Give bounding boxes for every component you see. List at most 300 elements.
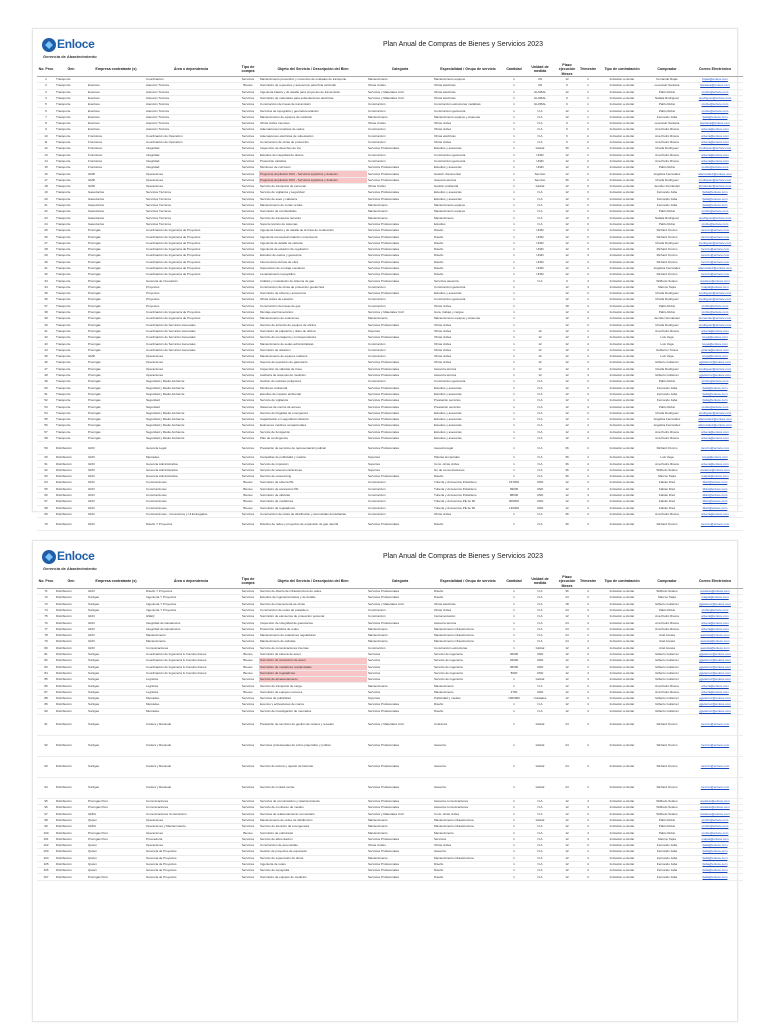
cell-gen: Distribución <box>55 664 87 670</box>
cell-proc: 104 <box>37 855 55 861</box>
cell-categoria: Servicios Profesionales <box>367 777 433 798</box>
cell-correo[interactable]: arivera@enloce.com <box>687 152 743 158</box>
cell-correo[interactable]: ggutierrez@enloce.com <box>687 651 743 657</box>
column-header: Objeto del Servicio / Descripción del Bien <box>259 63 367 76</box>
cell-categoria: Servicios Profesionales <box>367 146 433 152</box>
cell-correo[interactable]: arivera@enloce.com <box>687 133 743 139</box>
cell-correo[interactable]: crodriguez@enloce.com <box>687 146 743 152</box>
cell-plazo: 12 <box>555 291 579 297</box>
cell-correo[interactable]: arivera@enloce.com <box>687 511 743 517</box>
cell-correo[interactable]: fjaba@enloce.com <box>687 114 743 120</box>
cell-area: Proyectos <box>145 284 237 290</box>
cell-correo[interactable]: fjaba@enloce.com <box>687 385 743 391</box>
cell-correo[interactable]: crodriguez@enloce.com <box>687 410 743 416</box>
cell-categoria: Construcción <box>367 303 433 309</box>
cell-categoria: Construcción <box>367 614 433 620</box>
cell-correo[interactable]: mtapia@enloce.com <box>687 836 743 842</box>
cell-correo[interactable]: prubio@enloce.com <box>687 309 743 315</box>
cell-cantidad: 1 <box>503 874 525 880</box>
cell-comprador: Pablo Rubio <box>647 209 687 215</box>
cell-correo[interactable]: lsantana@enloce.com <box>687 83 743 89</box>
cell-especialidad: Mantenimiento equipos <box>433 202 503 208</box>
cell-trimestre: 1 <box>579 108 597 114</box>
cell-especialidad: Cobranza <box>433 714 503 735</box>
column-header: Correo Electrónico <box>687 575 743 588</box>
cell-contratacion: Invitación a ofertar <box>597 152 647 158</box>
cell-correo[interactable]: nrodriguez@enloce.com <box>687 215 743 221</box>
cell-correo[interactable]: crodriguez@enloce.com <box>687 322 743 328</box>
cell-correo[interactable]: mtapia@enloce.com <box>687 284 743 290</box>
cell-correo[interactable]: ggutierrez@enloce.com <box>687 372 743 378</box>
cell-empresa: Promigas <box>87 316 145 322</box>
cell-categoria: Servicios Profesionales <box>367 398 433 404</box>
cell-comprador: Fernando Jaba <box>647 849 687 855</box>
cell-correo[interactable]: mtapia@enloce.com <box>687 474 743 480</box>
cell-correo[interactable]: rorozco@enloce.com <box>687 253 743 259</box>
cell-plazo: 12 <box>555 183 579 189</box>
cell-trimestre: 4 <box>579 511 597 517</box>
cell-empresa: Promigas <box>87 404 145 410</box>
cell-correo[interactable]: crodriguez@enloce.com <box>687 240 743 246</box>
cell-plazo: 12 <box>555 874 579 880</box>
cell-correo[interactable]: prubio@enloce.com <box>687 303 743 309</box>
cell-contratacion: Invitación a ofertar <box>597 442 647 455</box>
cell-correo[interactable]: prubio@enloce.com <box>687 108 743 114</box>
cell-correo[interactable]: prubio@enloce.com <box>687 379 743 385</box>
cell-trimestre: 4 <box>579 265 597 271</box>
cell-especialidad: Obras civiles <box>433 341 503 347</box>
cell-unidad: N.A <box>525 108 555 114</box>
cell-unidad: N.A <box>525 702 555 708</box>
cell-contratacion: Invitación a ofertar <box>597 849 647 855</box>
cell-unidad: 12 <box>525 366 555 372</box>
cell-correo[interactable]: prubio@enloce.com <box>687 830 743 836</box>
cell-correo[interactable]: wsolano@enloce.com <box>687 278 743 284</box>
cell-contratacion: Invitación a ofertar <box>597 620 647 626</box>
cell-cantidad: 1 <box>503 196 525 202</box>
cell-especialidad: Obras eléctricas <box>433 83 503 89</box>
cell-correo[interactable]: lvega@enloce.com <box>687 341 743 347</box>
cell-correo[interactable]: wsolano@enloce.com <box>687 798 743 804</box>
cell-cantidad: 1 <box>503 209 525 215</box>
cell-unidad: N.A <box>525 391 555 397</box>
cell-contratacion: Invitación a ofertar <box>597 601 647 607</box>
cell-categoria: Servicios Profesionales <box>367 474 433 480</box>
cell-correo[interactable]: prubio@enloce.com <box>687 221 743 227</box>
cell-correo[interactable]: prubio@enloce.com <box>687 824 743 830</box>
cell-correo[interactable]: wsolano@enloce.com <box>687 805 743 811</box>
cell-area: Coordinación de Servicios Generales <box>145 322 237 328</box>
cell-correo[interactable]: arivera@enloce.com <box>687 139 743 145</box>
cell-especialidad: Obras eléctricas <box>433 133 503 139</box>
cell-comprador: Luis Vega <box>647 335 687 341</box>
cell-especialidad: Servicio de ingeniería <box>433 651 503 657</box>
cell-unidad: UND <box>525 670 555 676</box>
cell-especialidad: Diseño <box>433 518 503 531</box>
cell-cantidad: 2700 <box>503 689 525 695</box>
cell-correo[interactable]: arivera@enloce.com <box>687 429 743 435</box>
cell-correo[interactable]: rorozco@enloce.com <box>687 246 743 252</box>
cell-area: Coordinación de Ingeniería de Proyectos <box>145 309 237 315</box>
cell-cantidad: 1 <box>503 76 525 82</box>
table-row <box>37 756 743 777</box>
cell-correo[interactable]: fjaba@enloce.com <box>687 196 743 202</box>
column-header: Comprador <box>647 63 687 76</box>
cell-correo[interactable]: arivera@enloce.com <box>687 626 743 632</box>
cell-contratacion: Invitación a ofertar <box>597 158 647 164</box>
cell-correo[interactable]: prubio@enloce.com <box>687 817 743 823</box>
cell-comprador: Luis Vega <box>647 341 687 347</box>
cell-correo[interactable]: fjaba@enloce.com <box>687 398 743 404</box>
cell-especialidad: Estudios y asesorías <box>433 410 503 416</box>
cell-correo[interactable]: arivera@enloce.com <box>687 689 743 695</box>
cell-correo[interactable]: wsolano@enloce.com <box>687 467 743 473</box>
cell-unidad: 12 <box>525 341 555 347</box>
cell-empresa: Surtigas <box>87 670 145 676</box>
cell-empresa: Promigas <box>87 234 145 240</box>
cell-cantidad: 1 <box>503 842 525 848</box>
cell-correo[interactable]: wsolano@enloce.com <box>687 811 743 817</box>
cell-correo[interactable]: mtapia@enloce.com <box>687 595 743 601</box>
cell-correo[interactable]: fjaba@enloce.com <box>687 849 743 855</box>
cell-correo[interactable]: fdiaz@enloce.com <box>687 492 743 498</box>
cell-plazo: 12 <box>555 76 579 82</box>
cell-correo[interactable]: arivera@enloce.com <box>687 435 743 441</box>
cell-tipo: Servicios <box>237 335 259 341</box>
cell-plazo: 6 <box>555 83 579 89</box>
cell-correo[interactable]: crodriguez@enloce.com <box>687 291 743 297</box>
document-title: Plan Anual de Compras de Bienes y Servicios 2023 <box>383 41 543 48</box>
cell-correo[interactable]: rorozco@enloce.com <box>687 777 743 798</box>
cell-empresa: GDO <box>87 614 145 620</box>
cell-unidad: N.A <box>525 842 555 848</box>
cell-correo[interactable]: crodriguez@enloce.com <box>687 177 743 183</box>
cell-plazo: 12 <box>555 202 579 208</box>
cell-categoria: Construcción <box>367 486 433 492</box>
cell-correo[interactable]: ggutierrez@enloce.com <box>687 670 743 676</box>
cell-correo[interactable]: fjaba@enloce.com <box>687 855 743 861</box>
cell-proc: 38 <box>37 309 55 315</box>
cell-objeto: Mantenimiento de redes de distribución <box>259 817 367 823</box>
cell-plazo: 12 <box>555 391 579 397</box>
cell-contratacion: Invitación a ofertar <box>597 215 647 221</box>
cell-correo[interactable]: prubio@enloce.com <box>687 404 743 410</box>
cell-area: Operaciones <box>145 354 237 360</box>
cell-plazo: 12 <box>555 366 579 372</box>
cell-empresa: GDO <box>87 645 145 651</box>
cell-correo[interactable]: afernandez@enloce.com <box>687 265 743 271</box>
cell-gen: Transporte <box>55 328 87 334</box>
cell-correo[interactable]: fjaba@enloce.com <box>687 842 743 848</box>
cell-contratacion: Invitación a ofertar <box>597 89 647 95</box>
cell-proc: 56 <box>37 423 55 429</box>
cell-correo[interactable]: arivera@enloce.com <box>687 614 743 620</box>
cell-area: Comunicaciones <box>145 798 237 804</box>
cell-proc: 51 <box>37 391 55 397</box>
cell-correo[interactable]: fjaba@enloce.com <box>687 391 743 397</box>
cell-trimestre: 4 <box>579 658 597 664</box>
cell-especialidad: Obras civiles <box>433 842 503 848</box>
cell-proc: 81 <box>37 651 55 657</box>
cell-cantidad: 1 <box>503 291 525 297</box>
cell-correo[interactable]: prubio@enloce.com <box>687 89 743 95</box>
cell-categoria: Servicios Profesionales <box>367 228 433 234</box>
cell-area: Proyectos <box>145 297 237 303</box>
cell-gen: Transporte <box>55 416 87 422</box>
cell-correo[interactable]: jfernandez@enloce.com <box>687 316 743 322</box>
cell-correo[interactable]: lvega@enloce.com <box>687 335 743 341</box>
cell-trimestre: 2 <box>579 171 597 177</box>
cell-trimestre: 2 <box>579 133 597 139</box>
cell-correo[interactable]: lvega@enloce.com <box>687 354 743 360</box>
cell-area: Servicios Técnicos <box>145 215 237 221</box>
cell-categoria: Servicios Profesionales <box>367 874 433 880</box>
cell-contratacion: Invitación a ofertar <box>597 114 647 120</box>
cell-correo[interactable]: afernandez@enloce.com <box>687 416 743 422</box>
cell-correo[interactable]: ggutierrez@enloce.com <box>687 708 743 714</box>
cell-gen: Distribución <box>55 639 87 645</box>
cell-correo[interactable]: afernandez@enloce.com <box>687 423 743 429</box>
cell-objeto: Soporte de operación de gasoducto <box>259 360 367 366</box>
cell-gen: Transporte <box>55 183 87 189</box>
cell-tipo: Servicios <box>237 868 259 874</box>
cell-correo[interactable]: arivera@enloce.com <box>687 683 743 689</box>
cell-especialidad: Diseño <box>433 253 503 259</box>
cell-categoria: Obras Civiles <box>367 121 433 127</box>
cell-comprador: Pablo Rubio <box>647 221 687 227</box>
cell-tipo: Bienes <box>237 83 259 89</box>
cell-correo[interactable]: arivera@enloce.com <box>687 328 743 334</box>
cell-comprador: Charla Rodríguez <box>647 322 687 328</box>
cell-trimestre: 4 <box>579 328 597 334</box>
cell-gen: Transporte <box>55 89 87 95</box>
cell-objeto: Prestación de servicios de gestión de cartera y recaudo <box>259 714 367 735</box>
cell-correo[interactable]: aacosta@enloce.com <box>687 639 743 645</box>
cell-gen: Distribución <box>55 830 87 836</box>
cell-correo[interactable]: lsantana@enloce.com <box>687 121 743 127</box>
cell-contratacion: Invitación a ofertar <box>597 322 647 328</box>
cell-correo[interactable]: jfernandez@enloce.com <box>687 183 743 189</box>
cell-contratacion: Invitación a ofertar <box>597 817 647 823</box>
cell-correo[interactable]: fdiaz@enloce.com <box>687 480 743 486</box>
cell-correo[interactable]: rorozco@enloce.com <box>687 234 743 240</box>
cell-objeto: Capacitación en seguridad industrial <box>259 416 367 422</box>
cell-plazo: 12 <box>555 830 579 836</box>
cell-plazo: 12 <box>555 689 579 695</box>
cell-contratacion: Invitación a ofertar <box>597 461 647 467</box>
cell-especialidad: Obras civiles <box>433 360 503 366</box>
cell-correo[interactable]: crodriguez@enloce.com <box>687 297 743 303</box>
cell-contratacion: Invitación a ofertar <box>597 474 647 480</box>
cell-unidad: N.A <box>525 595 555 601</box>
cell-empresa: Promigas <box>87 240 145 246</box>
cell-trimestre: 3 <box>579 246 597 252</box>
cell-correo[interactable]: rorozco@enloce.com <box>687 442 743 455</box>
cell-tipo: Servicios <box>237 423 259 429</box>
cell-gen: Distribución <box>55 689 87 695</box>
cell-tipo: Servicios <box>237 855 259 861</box>
cell-empresa: GMD <box>87 183 145 189</box>
cell-correo[interactable]: rorozco@enloce.com <box>687 756 743 777</box>
cell-objeto: Estudios de ingeniería básica y de detalle <box>259 595 367 601</box>
cell-correo[interactable]: arivera@enloce.com <box>687 620 743 626</box>
column-header: Unidad de medida <box>525 575 555 588</box>
cell-correo[interactable]: fjaba@enloce.com <box>687 861 743 867</box>
cell-proc: 79 <box>37 639 55 645</box>
cell-trimestre: 4 <box>579 341 597 347</box>
cell-correo[interactable]: fdiaz@enloce.com <box>687 505 743 511</box>
cell-trimestre: 4 <box>579 499 597 505</box>
column-header: Trimestre <box>579 63 597 76</box>
cell-correo[interactable]: prubio@enloce.com <box>687 607 743 613</box>
column-header: Plazo ejecución Meses <box>555 575 579 588</box>
cell-correo[interactable]: fjaba@enloce.com <box>687 868 743 874</box>
cell-comprador: Richard Orozco <box>647 714 687 735</box>
cell-correo[interactable]: lvega@enloce.com <box>687 455 743 461</box>
cell-correo[interactable]: rorozco@enloce.com <box>687 272 743 278</box>
column-header: Cantidad <box>503 63 525 76</box>
cell-correo[interactable]: ggutierrez@enloce.com <box>687 702 743 708</box>
cell-gen: Transporte <box>55 152 87 158</box>
cell-gen: Transporte <box>55 347 87 353</box>
cell-proc: 75 <box>37 614 55 620</box>
cell-comprador: Ana Pedro Rivera <box>647 620 687 626</box>
cell-objeto: Servicio de diseño de infraestructura de redes <box>259 588 367 594</box>
cell-objeto: Monitoreo ambiental <box>259 385 367 391</box>
cell-objeto: Servicio de alimentación <box>259 836 367 842</box>
cell-categoria: Servicios Profesionales <box>367 240 433 246</box>
cell-correo[interactable]: ggutierrez@enloce.com <box>687 360 743 366</box>
cell-correo[interactable]: rorozco@enloce.com <box>687 735 743 756</box>
cell-plazo: 12 <box>555 658 579 664</box>
cell-gen: Distribución <box>55 455 87 461</box>
cell-empresa: Promigas <box>87 228 145 234</box>
cell-proc: 3 <box>37 89 55 95</box>
cell-categoria: Servicios Profesionales <box>367 595 433 601</box>
cell-categoria: Servicios Profesionales <box>367 196 433 202</box>
cell-especialidad: Asesoría comunicaciones <box>433 798 503 804</box>
cell-correo[interactable]: prubio@enloce.com <box>687 165 743 171</box>
cell-correo[interactable]: ggutierrez@enloce.com <box>687 664 743 670</box>
cell-empresa: Surtigas <box>87 651 145 657</box>
cell-tipo: Servicios <box>237 76 259 82</box>
cell-plazo: 12 <box>555 335 579 341</box>
cell-tipo: Servicios <box>237 366 259 372</box>
cell-unidad: Servicio <box>525 177 555 183</box>
cell-objeto: Mantenimiento de estaciones <box>259 316 367 322</box>
cell-gen: Transporte <box>55 398 87 404</box>
cell-gen: Distribución <box>55 595 87 601</box>
cell-unidad: N.A <box>525 196 555 202</box>
cell-plazo: 12 <box>555 171 579 177</box>
cell-correo[interactable]: rorozco@enloce.com <box>687 714 743 735</box>
cell-correo[interactable]: afernandez@enloce.com <box>687 171 743 177</box>
cell-plazo: 24 <box>555 595 579 601</box>
cell-correo[interactable]: frojas@enloce.com <box>687 76 743 82</box>
cell-gen: Distribución <box>55 714 87 735</box>
cell-cantidad: 1 <box>503 322 525 328</box>
cell-plazo: 12 <box>555 836 579 842</box>
cell-plazo: 12 <box>555 190 579 196</box>
cell-objeto: Inspección de válvulas de línea <box>259 366 367 372</box>
cell-correo[interactable]: prubio@enloce.com <box>687 102 743 108</box>
cell-correo[interactable]: arivera@enloce.com <box>687 461 743 467</box>
cell-correo[interactable]: rorozco@enloce.com <box>687 228 743 234</box>
cell-especialidad: Estudios <box>433 221 503 227</box>
cell-correo[interactable]: fjaba@enloce.com <box>687 190 743 196</box>
cell-correo[interactable]: ggutierrez@enloce.com <box>687 695 743 701</box>
cell-tipo: Servicios <box>237 708 259 714</box>
cell-contratacion: Invitación a ofertar <box>597 272 647 278</box>
cell-correo[interactable]: rorozco@enloce.com <box>687 518 743 531</box>
cell-correo[interactable]: ggutierrez@enloce.com <box>687 677 743 683</box>
cell-plazo: 12 <box>555 152 579 158</box>
cell-correo[interactable]: arivera@enloce.com <box>687 158 743 164</box>
cell-unidad: N.A <box>525 855 555 861</box>
cell-correo[interactable]: aacosta@enloce.com <box>687 633 743 639</box>
cell-categoria: Mantenimiento <box>367 114 433 120</box>
cell-area: Seguridad y Medio Ambiente <box>145 423 237 429</box>
cell-cantidad: 1 <box>503 423 525 429</box>
cell-correo[interactable]: fjaba@enloce.com <box>687 202 743 208</box>
cell-correo[interactable]: ggutierrez@enloce.com <box>687 601 743 607</box>
cell-empresa: Promigas <box>87 379 145 385</box>
cell-cantidad: 1 <box>503 183 525 189</box>
cell-correo[interactable]: prubio@enloce.com <box>687 209 743 215</box>
cell-tipo: Bienes <box>237 492 259 498</box>
cell-especialidad: Asesoría técnica <box>433 620 503 626</box>
cell-tipo: Servicios <box>237 511 259 517</box>
cell-empresa: Surtigas <box>87 664 145 670</box>
cell-comprador: Fabian Díaz <box>647 480 687 486</box>
cell-cantidad: 1 <box>503 177 525 183</box>
cell-correo[interactable]: wsolano@enloce.com <box>687 588 743 594</box>
cell-comprador: Angélica Fernández <box>647 265 687 271</box>
cell-correo[interactable]: fdiaz@enloce.com <box>687 486 743 492</box>
cell-correo[interactable]: arivera@enloce.com <box>687 127 743 133</box>
cell-tipo: Servicios <box>237 240 259 246</box>
cell-correo[interactable]: nrodriguez@enloce.com <box>687 95 743 101</box>
cell-proc: 58 <box>37 435 55 441</box>
cell-contratacion: Invitación a ofertar <box>597 670 647 676</box>
cell-proc: 89 <box>37 702 55 708</box>
cell-tipo: Servicios <box>237 410 259 416</box>
cell-categoria: Servicios Profesionales <box>367 423 433 429</box>
cell-proc: 31 <box>37 265 55 271</box>
cell-especialidad: Tubería y Accesorios PE de 90 <box>433 505 503 511</box>
cell-plazo: 12 <box>555 842 579 848</box>
cell-correo[interactable]: gtriana@enloce.com <box>687 347 743 353</box>
cell-correo[interactable]: fjaba@enloce.com <box>687 874 743 880</box>
cell-unidad: Global <box>525 677 555 683</box>
cell-contratacion: Invitación a ofertar <box>597 259 647 265</box>
cell-correo[interactable]: aacosta@enloce.com <box>687 645 743 651</box>
cell-especialidad: Estudios y asesorías <box>433 391 503 397</box>
cell-tipo: Servicios <box>237 265 259 271</box>
column-header: Tipo de compra <box>237 575 259 588</box>
cell-contratacion: Invitación a ofertar <box>597 253 647 259</box>
cell-correo[interactable]: ggutierrez@enloce.com <box>687 658 743 664</box>
cell-contratacion: Invitación a ofertar <box>597 664 647 670</box>
cell-proc: 16 <box>37 171 55 177</box>
cell-correo[interactable]: rorozco@enloce.com <box>687 259 743 265</box>
cell-area: Coordinación de Ingeniería & Construcciones <box>145 651 237 657</box>
cell-correo[interactable]: crodriguez@enloce.com <box>687 366 743 372</box>
cell-correo[interactable]: fdiaz@enloce.com <box>687 499 743 505</box>
cell-objeto: Gestión de proyectos de expansión <box>259 849 367 855</box>
cell-categoria: Servicios y Materiales Civil <box>367 811 433 817</box>
cell-gen: Distribución <box>55 695 87 701</box>
